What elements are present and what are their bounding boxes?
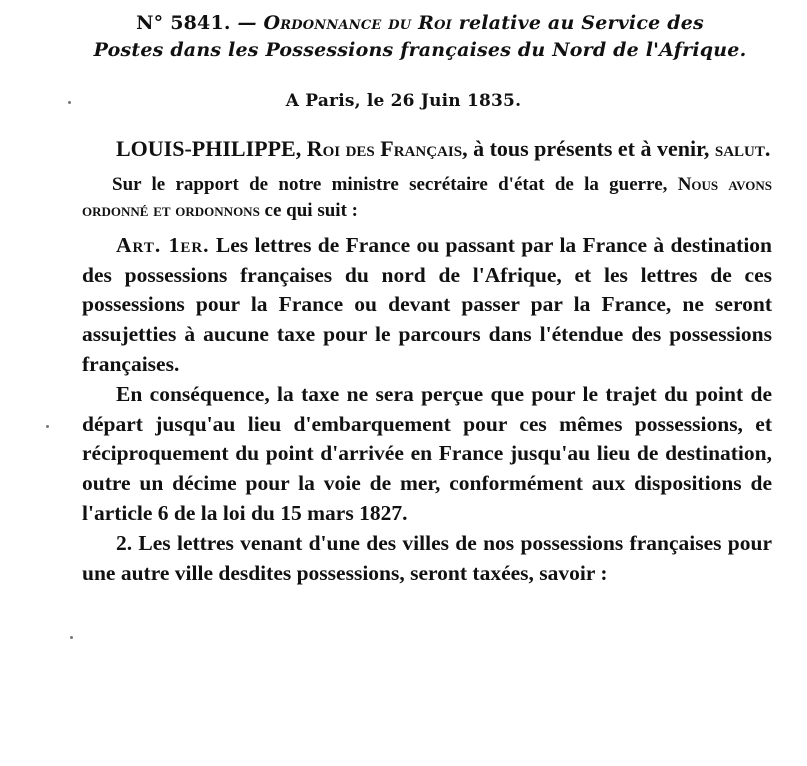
title-line2: Postes dans les Possessions françaises du Nord de l'Afrique. [93, 39, 747, 61]
preamble-rest: , à tous présents et à venir, [462, 136, 710, 161]
ordonnance-word: Ordonnance du Roi [263, 12, 452, 34]
title-line1-rest: relative au Service des [458, 12, 704, 34]
article-2-label: 2. [116, 530, 133, 555]
article-1 [82, 231, 772, 380]
article-1-text: Les lettres de France ou passant par la France à destination des possessions françaises du nord de l'Afrique, et les lettres de ces possessions pour la France ou devant passer par la France, ne seront assujetties à aucune taxe pour le parcours dans l'étendue des possessions françaises. [82, 232, 773, 376]
dateline: A Paris, le 26 Juin 1835. [285, 91, 522, 111]
preamble-paragraph [82, 134, 772, 164]
article-2-text: Les lettres venant d'une des villes de nos possessions françaises pour une autre ville desdites possessions, seront taxées, savoir : [82, 530, 772, 585]
ordinance-body [82, 134, 772, 588]
rapport-ordonnons: Nous avons ordonné et ordonnons [82, 173, 772, 222]
ordinance-number: N° 5841. [136, 12, 231, 34]
rapport-line1: Sur le rapport de notre ministre secrétaire d'état de la guerre, [112, 173, 668, 195]
title-dash: — [237, 12, 257, 34]
rapport-paragraph [82, 172, 772, 225]
salut-word: salut. [714, 136, 771, 161]
rapport-line2-rest: ce qui suit : [264, 200, 358, 222]
roi-des-francais: Roi des Français [306, 136, 463, 161]
article-1-label: Art. 1er. [116, 232, 210, 257]
scan-speck [70, 636, 73, 639]
consequence-paragraph: En conséquence, la taxe ne sera perçue que pour le trajet du point de départ jusqu'au lieu d'embarquement pour ces mêmes possessions, et réciproquement du point d'arrivée en France jusqu'au lieu de destination, outre un décime pour la voie de mer, conformément aux dispositions de l'article 6 de la loi du 15 mars 1827. [82, 381, 772, 525]
article-2 [82, 529, 772, 589]
scan-speck [68, 101, 71, 104]
king-name: LOUIS-PHILIPPE, [116, 136, 302, 161]
scan-speck [46, 425, 49, 428]
ordinance-title [70, 10, 770, 64]
